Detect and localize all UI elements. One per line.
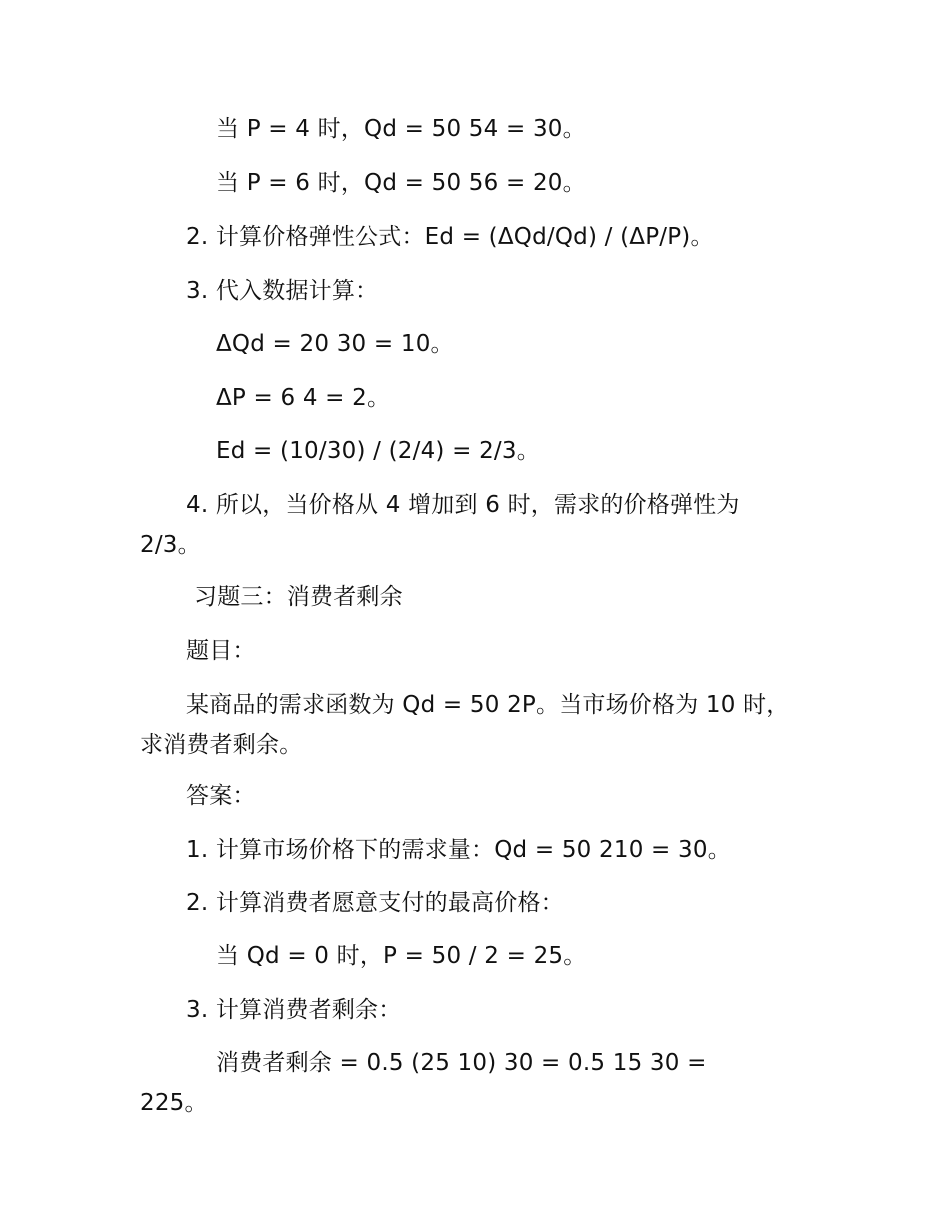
answer-step-3-calc: 消费者剩余 = 0.5 (25 10) 30 = 0.5 15 30 = <box>216 1050 707 1076</box>
calc-line-ed: Ed = (10/30) / (2/4) = 2/3。 <box>216 438 540 464</box>
calc-line-delta-p: ΔP = 6 4 = 2。 <box>216 385 391 411</box>
calc-line-delta-qd: ΔQd = 20 30 = 10。 <box>216 331 454 357</box>
answer-step-2: 2. 计算消费者愿意支付的最高价格： <box>186 890 564 916</box>
step-2-elasticity-formula: 2. 计算价格弹性公式：Ed = (ΔQd/Qd) / (ΔP/P)。 <box>186 224 714 250</box>
exercise-3-heading: 习题三：消费者剩余 <box>194 584 403 610</box>
step-4-conclusion: 4. 所以，当价格从 4 增加到 6 时，需求的价格弹性为 <box>186 492 740 518</box>
answer-step-2-calc: 当 Qd = 0 时，P = 50 / 2 = 25。 <box>216 943 587 969</box>
step-3-substitute: 3. 代入数据计算： <box>186 278 379 304</box>
answer-step-3-calc-cont: 225。 <box>140 1090 208 1116</box>
answer-step-1: 1. 计算市场价格下的需求量：Qd = 50 210 = 30。 <box>186 837 731 863</box>
question-label: 题目： <box>186 638 256 664</box>
answer-label: 答案： <box>186 783 256 809</box>
calc-line-p6: 当 P = 6 时，Qd = 50 56 = 20。 <box>216 170 586 196</box>
question-text-cont: 求消费者剩余。 <box>140 732 303 758</box>
step-4-conclusion-cont: 2/3。 <box>140 532 201 558</box>
answer-step-3: 3. 计算消费者剩余： <box>186 997 402 1023</box>
calc-line-p4: 当 P = 4 时，Qd = 50 54 = 30。 <box>216 116 586 142</box>
question-text: 某商品的需求函数为 Qd = 50 2P。当市场价格为 10 时， <box>186 692 790 718</box>
